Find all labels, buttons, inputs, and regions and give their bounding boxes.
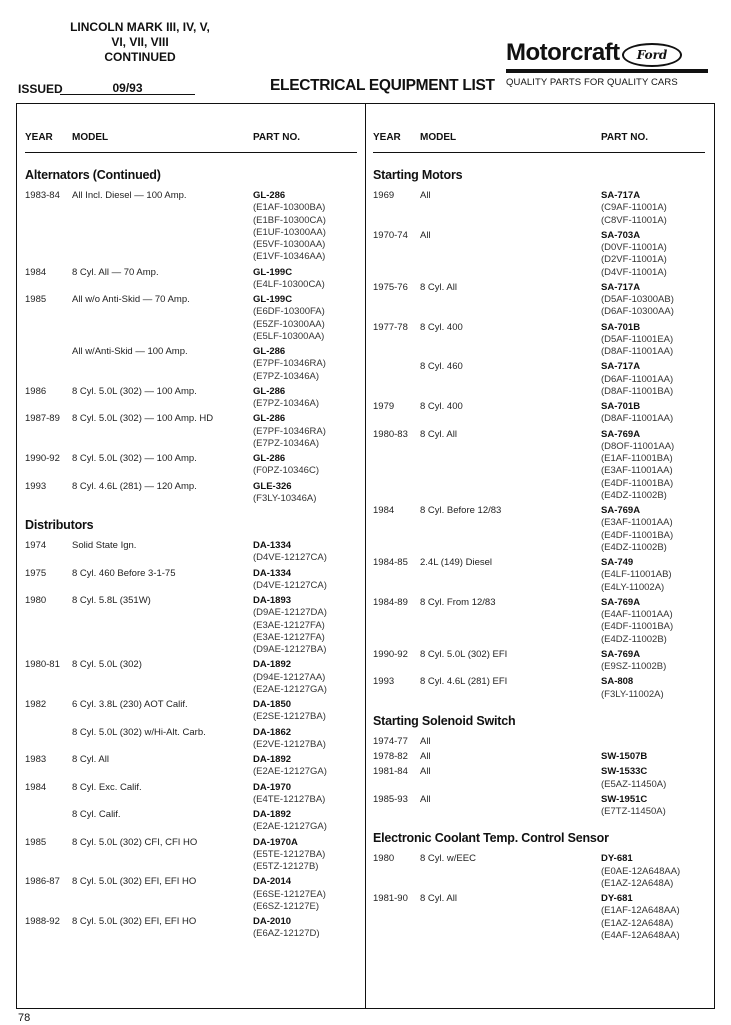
supersede-number: (F3LY-10346A) (253, 492, 317, 504)
part-number: GL-199C (253, 294, 293, 305)
supersede-number: (E6SZ-12127E) (253, 900, 320, 912)
year-cell: 1981-84 (373, 766, 408, 778)
model-cell: 8 Cyl. All (420, 893, 457, 904)
section-title: Starting Solenoid Switch (373, 713, 516, 728)
year-cell: 1986-87 (25, 876, 60, 888)
supersede-number: (D8AF-11001BA) (601, 385, 674, 397)
supersede-number: (E1UF-10300AA) (253, 226, 326, 238)
year-cell: 1986 (25, 385, 47, 397)
year-cell: 1985 (25, 836, 47, 848)
model-cell: 8 Cyl. 5.0L (302) EFI (420, 648, 508, 660)
part-number: DA-1893 (253, 595, 292, 606)
model-cell: 8 Cyl. 5.0L (302) — 100 Amp. HD (72, 413, 214, 425)
supersede-number: (E1VF-10346AA) (253, 251, 326, 263)
part-number: SA-717A (601, 281, 641, 293)
supersede-number: (E4LY-11002A) (601, 581, 665, 593)
year-cell: 1980-83 (373, 428, 408, 440)
year-cell: 1984 (25, 781, 47, 793)
model-cell: 8 Cyl. Calif. (72, 809, 121, 820)
year-cell: 1969 (373, 190, 395, 201)
supersede-number: (D5AF-11001EA) (601, 333, 674, 345)
year-cell: 1984-89 (373, 596, 408, 608)
model-cell: All (420, 735, 431, 747)
model-cell: 8 Cyl. 5.0L (302) — 100 Amp. (72, 453, 197, 464)
part-header: PART NO. (601, 132, 649, 143)
supersede-number: (E4DZ-11002B) (601, 489, 667, 501)
model-cell: 8 Cyl. 4.6L (281) — 120 Amp. (72, 480, 197, 492)
left-column (25, 104, 363, 1008)
year-cell: 1977-78 (373, 321, 408, 333)
model-cell: 8 Cyl. 400 (420, 401, 463, 412)
model-cell: All (420, 751, 431, 762)
part-number: GLE-326 (253, 480, 292, 492)
model-cell: 8 Cyl. All — 70 Amp. (72, 266, 159, 278)
model-cell: 8 Cyl. From 12/83 (420, 596, 496, 608)
year-cell: 1978-82 (373, 751, 408, 762)
supersede-number: (E7PF-10346RA) (253, 358, 326, 370)
supersede-number: (E5TZ-12127B) (253, 861, 319, 872)
supersede-number: (E4LF-11001AB) (601, 569, 672, 581)
model-cell: 8 Cyl. All (420, 428, 457, 440)
model-cell: 8 Cyl. 5.8L (351W) (72, 595, 151, 606)
model-cell: All w/Anti-Skid — 100 Amp. (72, 346, 188, 357)
section-title: Electronic Coolant Temp. Control Sensor (373, 831, 609, 846)
supersede-number: (E2AE-12127GA) (253, 821, 327, 833)
supersede-number: (E1AF-12A648AA) (601, 905, 680, 917)
year-cell: 1980 (25, 595, 47, 606)
model-cell: All w/o Anti-Skid — 70 Amp. (72, 294, 190, 305)
part-number: DY-681 (601, 853, 633, 865)
year-cell: 1993 (373, 676, 395, 688)
model-cell: 8 Cyl. 400 (420, 321, 463, 333)
supersede-number: (E1AZ-12A648A) (601, 917, 674, 929)
supersede-number: (D8AF-11001AA) (601, 346, 674, 357)
model-cell: 8 Cyl. All (420, 281, 457, 293)
year-cell: 1979 (373, 401, 395, 412)
year-cell: 1985-93 (373, 793, 408, 805)
header-rule (373, 152, 705, 153)
supersede-number: (E6DF-10300FA) (253, 306, 325, 318)
part-number: SA-808 (601, 676, 634, 688)
title-line-3: CONTINUED (104, 50, 176, 64)
part-number: GL-286 (253, 413, 286, 425)
model-cell: 8 Cyl. 460 Before 3-1-75 (72, 567, 176, 579)
part-number: SA-703A (601, 229, 641, 241)
year-cell: 1984 (373, 505, 395, 516)
list-title: ELECTRICAL EQUIPMENT LIST (270, 77, 495, 94)
supersede-number: (F0PZ-10346C) (253, 465, 319, 477)
model-cell: 2.4L (149) Diesel (420, 557, 492, 568)
year-cell: 1980 (373, 853, 395, 865)
part-number: GL-286 (253, 385, 286, 397)
model-cell: 8 Cyl. All (72, 754, 109, 765)
year-cell: 1990-92 (373, 648, 408, 660)
supersede-number: (E7PZ-10346A) (253, 370, 320, 382)
part-header: PART NO. (253, 132, 301, 143)
year-cell: 1974 (25, 540, 47, 551)
supersede-number: (E3AE-12127FA) (253, 631, 325, 643)
model-cell: 8 Cyl. Before 12/83 (420, 505, 502, 516)
logo-underline (506, 69, 708, 73)
year-cell: 1981-90 (373, 893, 408, 904)
model-cell: All Incl. Diesel — 100 Amp. (72, 190, 187, 201)
part-number: SA-769A (601, 428, 641, 440)
year-cell: 1984-85 (373, 557, 408, 568)
supersede-number: (E2AE-12127GA) (253, 766, 327, 778)
supersede-number: (E4AF-11001AA) (601, 609, 673, 620)
issued-label: ISSUED (18, 82, 63, 96)
supersede-number: (E3AF-11001AA) (601, 517, 673, 529)
supersede-number: (E4AF-12A648AA) (601, 929, 680, 941)
part-number: SW-1951C (601, 793, 648, 805)
part-number: DA-1850 (253, 699, 292, 710)
part-number: SA-717A (601, 190, 641, 201)
part-number: SW-1507B (601, 751, 648, 762)
year-cell: 1983-84 (25, 190, 60, 201)
model-cell: Solid State Ign. (72, 540, 137, 551)
part-number: SA-701B (601, 321, 641, 333)
supersede-number: (E1AZ-12A648A) (601, 877, 674, 889)
supersede-number: (E3AE-12127FA) (253, 619, 325, 631)
year-cell: 1975 (25, 567, 47, 579)
supersede-number: (D6AF-11001AA) (601, 373, 674, 385)
supersede-number: (E4DZ-11002B) (601, 633, 667, 645)
supersede-number: (E7PZ-10346A) (253, 437, 320, 449)
model-cell: 8 Cyl. 5.0L (302) w/Hi-Alt. Carb. (72, 726, 206, 738)
model-cell: All (420, 793, 431, 805)
supersede-number: (E5AZ-11450A) (601, 778, 667, 790)
model-header: MODEL (420, 132, 457, 143)
supersede-number: (E5LF-10300AA) (253, 330, 325, 342)
supersede-number: (E4TE-12127BA) (253, 793, 326, 805)
part-number: DA-2014 (253, 876, 292, 888)
supersede-number: (E4DF-11001BA) (601, 477, 674, 489)
supersede-number: (E4DZ-11002B) (601, 541, 667, 553)
part-number: GL-199C (253, 266, 293, 278)
part-number: GL-286 (253, 453, 286, 464)
supersede-number: (D9AE-12127BA) (253, 644, 327, 655)
brand-tagline: QUALITY PARTS FOR QUALITY CARS (506, 77, 678, 88)
supersede-number: (E6SE-12127EA) (253, 888, 326, 900)
supersede-number: (E4DF-11001BA) (601, 621, 674, 633)
model-cell: 8 Cyl. 5.0L (302) EFI, EFI HO (72, 916, 197, 927)
model-cell: 8 Cyl. 5.0L (302) — 100 Amp. (72, 385, 197, 397)
supersede-number: (E7TZ-11450A) (601, 806, 666, 817)
supersede-number: (E7PF-10346RA) (253, 425, 326, 437)
equipment-table (16, 103, 715, 1009)
supersede-number: (E4DF-11001BA) (601, 529, 674, 541)
year-header: YEAR (373, 132, 401, 143)
year-cell: 1975-76 (373, 281, 408, 293)
year-cell: 1980-81 (25, 659, 60, 671)
part-number: SW-1533C (601, 766, 648, 778)
supersede-number: (D5AF-10300AB) (601, 294, 674, 305)
year-cell: 1985 (25, 294, 47, 305)
part-number: DA-1892 (253, 659, 292, 671)
year-header: YEAR (25, 132, 53, 143)
supersede-number: (E6AZ-12127D) (253, 928, 320, 940)
brand-wordmark: Motorcraft (506, 39, 620, 66)
issued-value: 09/93 (60, 78, 195, 95)
part-number: DY-681 (601, 893, 633, 904)
model-cell: All (420, 766, 431, 778)
part-number: DA-1334 (253, 567, 292, 579)
supersede-number: (D6AF-10300AA) (601, 306, 674, 318)
supersede-number: (F3LY-11002A) (601, 688, 664, 700)
supersede-number: (E0AE-12A648AA) (601, 865, 681, 877)
header-rule (25, 152, 357, 153)
year-cell: 1984 (25, 266, 47, 278)
part-number: DA-1970A (253, 836, 298, 848)
supersede-number: (D8AF-11001AA) (601, 413, 674, 425)
model-cell: 8 Cyl. 5.0L (302) CFI, CFI HO (72, 836, 198, 848)
supersede-number: (C8VF-11001A) (601, 214, 667, 226)
year-cell: 1983 (25, 754, 47, 765)
model-cell: 6 Cyl. 3.8L (230) AOT Calif. (72, 699, 188, 710)
catalog-header-title (60, 20, 220, 65)
part-number: SA-717A (601, 361, 641, 373)
supersede-number: (E5VF-10300AA) (253, 239, 326, 250)
part-number: DA-2010 (253, 916, 292, 927)
supersede-number: (D8OF-11001AA) (601, 440, 675, 452)
model-cell: 8 Cyl. 5.0L (302) EFI, EFI HO (72, 876, 197, 888)
supersede-number: (D4VE-12127CA) (253, 552, 327, 564)
year-cell: 1982 (25, 699, 47, 710)
title-line-2: VI, VII, VIII (111, 35, 169, 49)
supersede-number: (E2AE-12127GA) (253, 683, 327, 695)
motorcraft-logo (506, 38, 708, 70)
part-number: DA-1334 (253, 540, 292, 551)
part-number: SA-769A (601, 505, 641, 516)
year-cell: 1993 (25, 480, 47, 492)
model-cell: 8 Cyl. 4.6L (281) EFI (420, 676, 508, 688)
part-number: DA-1862 (253, 726, 292, 738)
model-cell: All (420, 190, 431, 201)
year-cell: 1974-77 (373, 735, 408, 747)
year-cell: 1987-89 (25, 413, 60, 425)
year-cell: 1970-74 (373, 229, 408, 241)
supersede-number: (E1AF-11001BA) (601, 453, 673, 464)
model-cell: 8 Cyl. 5.0L (302) (72, 659, 142, 671)
supersede-number: (E7PZ-10346A) (253, 398, 320, 409)
model-cell: 8 Cyl. w/EEC (420, 853, 476, 865)
supersede-number: (E5TE-12127BA) (253, 848, 326, 860)
supersede-number: (D0VF-11001A) (601, 242, 667, 253)
page-number: 78 (18, 1012, 31, 1024)
supersede-number: (E1BF-10300CA) (253, 214, 326, 226)
supersede-number: (E5ZF-10300AA) (253, 318, 325, 330)
part-number: SA-769A (601, 648, 641, 660)
supersede-number: (D4VE-12127CA) (253, 579, 327, 591)
supersede-number: (D9AE-12127DA) (253, 607, 327, 619)
ford-oval-icon: Ford (622, 43, 682, 67)
part-number: GL-286 (253, 190, 286, 201)
supersede-number: (E2VE-12127BA) (253, 738, 326, 750)
supersede-number: (D94E-12127AA) (253, 671, 326, 683)
section-title: Distributors (25, 518, 94, 532)
supersede-number: (E4LF-10300CA) (253, 278, 325, 290)
part-number: GL-286 (253, 346, 286, 357)
supersede-number: (D2VF-11001A) (601, 254, 667, 266)
supersede-number: (E9SZ-11002B) (601, 661, 667, 672)
model-cell: All (420, 229, 431, 241)
part-number: DA-1892 (253, 754, 292, 765)
part-number: DA-1892 (253, 809, 292, 820)
section-title: Alternators (Continued) (25, 168, 161, 182)
supersede-number: (E3AF-11001AA) (601, 465, 673, 477)
title-line-1: LINCOLN MARK III, IV, V, (70, 20, 210, 34)
year-cell: 1990-92 (25, 453, 60, 464)
supersede-number: (C9AF-11001A) (601, 202, 667, 214)
part-number: DA-1970 (253, 781, 292, 793)
right-column (373, 104, 711, 1008)
supersede-number: (D4VF-11001A) (601, 266, 667, 278)
section-title: Starting Motors (373, 168, 463, 182)
supersede-number: (E1AF-10300BA) (253, 202, 326, 214)
supersede-number: (E2SE-12127BA) (253, 711, 326, 723)
column-divider (365, 104, 366, 1008)
model-header: MODEL (72, 132, 109, 143)
year-cell: 1988-92 (25, 916, 60, 927)
part-number: SA-749 (601, 557, 634, 568)
model-cell: 8 Cyl. 460 (420, 361, 463, 373)
model-cell: 8 Cyl. Exc. Calif. (72, 781, 142, 793)
part-number: SA-701B (601, 401, 641, 412)
part-number: SA-769A (601, 596, 641, 608)
